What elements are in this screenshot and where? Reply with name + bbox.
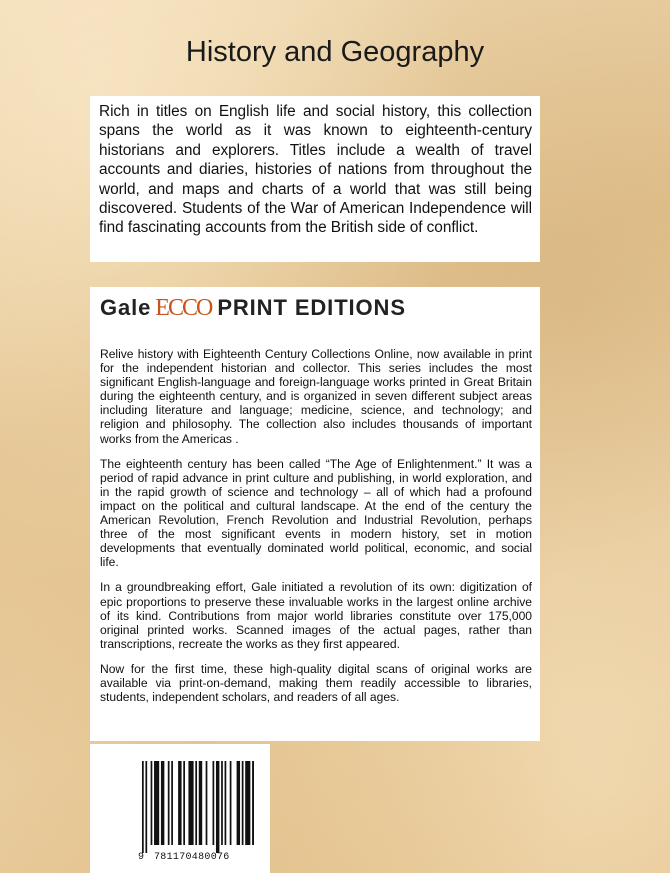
logo-ecco-text: ECCO <box>155 295 212 321</box>
barcode-bar <box>154 761 159 845</box>
barcode-bar <box>225 761 227 845</box>
barcode-digits: 781170480076 <box>154 852 230 863</box>
page-title: History and Geography <box>185 36 485 68</box>
barcode-bar <box>237 761 240 845</box>
logo-gale-text: Gale <box>100 295 152 320</box>
barcode-bar <box>161 761 164 845</box>
barcode-bar <box>171 761 173 845</box>
barcode-bar <box>195 761 197 845</box>
barcode-bar <box>199 761 202 845</box>
barcode-bar <box>230 761 232 845</box>
barcode-icon <box>142 761 254 853</box>
barcode-bar <box>145 761 147 853</box>
paragraph-3: In a groundbreaking effort, Gale initiated a revolution of its own: digitization of epic proportions to preserve these invaluable works in the largest online archive of its kind. Contributions from major world libraries constitute over 175,000 original printed works. Scanned images of the actual pages, rather than transcriptions, recreate the works as they first appeared. <box>100 580 532 651</box>
barcode-bar <box>151 761 153 845</box>
paragraph-2: The eighteenth century has been called “The Age of Enlightenment.” It was a period of rapid advance in print culture and publishing, in world exploration, and in the rapid growth of science and technology – all of which had a profound impact on the political and cultural landscape. At the end of the century the American Revolution, French Revolution and Industrial Revolution, perhaps three of the most significant events in modern history, set in motion developments that eventually dominated world political, economic, and social life. <box>100 456 532 570</box>
barcode-bar <box>206 761 208 845</box>
barcode-bar <box>242 761 244 845</box>
barcode-bar <box>188 761 193 845</box>
paragraph-4: Now for the first time, these high-quality digital scans of original works are available via print-on-demand, making them readily accessible to libraries, students, independent scholars, and readers of all ages. <box>100 661 532 705</box>
barcode-bar <box>221 761 223 845</box>
barcode-bar <box>216 761 219 853</box>
barcode-bar <box>245 761 250 845</box>
barcode-bar <box>252 761 254 845</box>
barcode-bar <box>142 761 144 853</box>
description-text: Rich in titles on English life and social history, this collection spans the world as it was known to eighteenth-century historians and explorers. Titles include a wealth of travel accounts and diaries, histories of nations from throughout the world, and maps and charts of a world that was still being discovered. Students of the War of American Independence will find fascinating accounts from the British side of conflict. <box>99 103 532 237</box>
barcode-bar <box>168 761 170 845</box>
logo-print-editions-text: PRINT EDITIONS <box>217 295 406 320</box>
barcode-bar <box>213 761 215 845</box>
description-box <box>90 96 540 262</box>
publisher-info-box <box>90 287 540 741</box>
barcode-box <box>90 744 270 873</box>
barcode-bar <box>183 761 185 845</box>
paragraph-1: Relive history with Eighteenth Century Collections Online, now available in print for the independent historian and collector. This series includes the most significant English-language and foreign-language works printed in Great Britain during the eighteenth century, and is organized in seven different subject areas including literature and language; medicine, science, and technology; and religion and philosophy. The collection also includes thousands of important works from the Americas . <box>100 347 532 446</box>
barcode-bar <box>178 761 181 845</box>
gale-ecco-logo <box>100 295 532 321</box>
barcode-first-digit: 9 <box>138 852 145 863</box>
